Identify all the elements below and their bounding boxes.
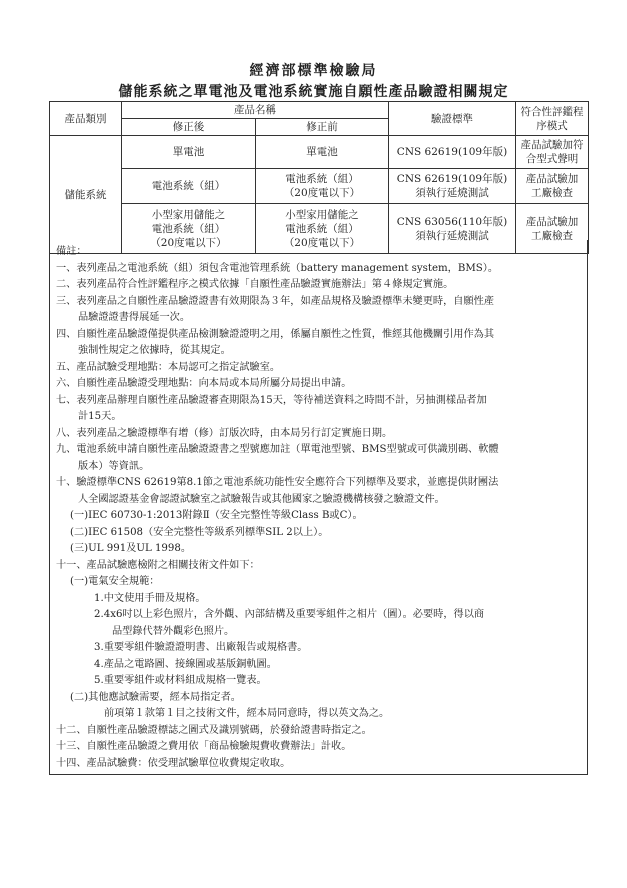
note-11-item-2: (二)其他應試驗需要，經本局指定者。 bbox=[70, 691, 241, 703]
row1-standard: CNS 62619(109年版) bbox=[389, 136, 516, 169]
header-product-name: 產品名稱 bbox=[122, 102, 389, 119]
note-7-cont: 計15天。 bbox=[78, 411, 122, 422]
note-11-sub-5: 5.重要零組件或材料組成規格一覽表。 bbox=[94, 675, 267, 686]
note-6: 六、自願性產品驗證受理地點：向本局或本局所屬分局提出申請。 bbox=[56, 378, 352, 389]
note-10-item-3: (三)UL 991及UL 1998。 bbox=[70, 543, 192, 554]
header-category: 產品類別 bbox=[50, 102, 122, 136]
note-10-item-2: (二)IEC 61508（安全完整性等級系列標準SIL 2以上）。 bbox=[70, 526, 329, 538]
note-11-sub-2: 2.4x6吋以上彩色照片，含外觀、內部結構及重要零組件之相片（圖）。必要時，得以商 bbox=[94, 609, 485, 620]
product-table bbox=[49, 101, 589, 254]
document-title: 儲能系統之單電池及電池系統實施自願性產品驗證相關規定 bbox=[118, 84, 509, 100]
header-scheme: 符合性評鑑程序模式 bbox=[516, 102, 589, 136]
row2-after: 電池系統（組） bbox=[122, 169, 256, 204]
note-12: 十二、自願性產品驗證標誌之圖式及識別號碼，於發給證書時指定之。 bbox=[56, 724, 372, 736]
note-4-cont: 強制性規定之依據時，從其規定。 bbox=[78, 345, 231, 356]
note-11-sub-4: 4.產品之電路圖、接線圖或基版銅軌圖。 bbox=[94, 658, 277, 670]
note-9: 九、電池系統申請自願性產品驗證證書之型號應加註（單電池型號、BMS型號或可供識別碼、軟體 bbox=[56, 444, 499, 455]
row3-before: 小型家用儲能之 電池系統（組） （20度電以下） bbox=[256, 204, 389, 254]
header-before: 修正前 bbox=[256, 119, 389, 136]
row2-before: 電池系統（組） （20度電以下） bbox=[256, 169, 389, 204]
note-2: 二、表列產品符合性評鑑程序之模式依據「自願性產品驗證實施辦法」第４條規定實施。 bbox=[56, 279, 454, 290]
note-11-sub-1: 1.中文使用手冊及規格。 bbox=[94, 592, 206, 604]
row2-scheme: 產品試驗加 工廠檢查 bbox=[516, 169, 589, 204]
row1-before: 單電池 bbox=[256, 136, 389, 169]
note-14: 十四、產品試驗費：依受理試驗單位收費規定收取。 bbox=[56, 757, 291, 769]
note-10: 十、驗證標準CNS 62619第8.1節之電池系統功能性安全應符合下列標準及要求，並應提供財團法 bbox=[56, 477, 499, 488]
agency-title: 經濟部標準檢驗局 bbox=[249, 63, 378, 79]
note-11-sub-3: 3.重要零組件驗證證明書、出廠報告或規格書。 bbox=[94, 642, 308, 653]
note-11-final: 前項第１款第１目之技術文件，經本局同意時，得以英文為之。 bbox=[104, 708, 390, 719]
row1-after: 單電池 bbox=[122, 136, 256, 169]
note-8: 八、表列產品之驗證標準有增（修）訂版次時，由本局另行訂定實施日期。 bbox=[56, 427, 393, 439]
header-standard: 驗證標準 bbox=[389, 102, 516, 136]
row3-scheme: 產品試驗加 工廠檢查 bbox=[516, 204, 589, 254]
note-4: 四、自願性產品驗證僅提供產品檢測驗證證明之用，係屬自願性之性質，惟經其他機關引用作為其 bbox=[56, 328, 495, 340]
row1-scheme: 產品試驗加符合型式聲明 bbox=[516, 136, 589, 169]
note-11-sub-2-cont: 品型錄代替外觀彩色照片。 bbox=[112, 625, 235, 637]
header-after: 修正後 bbox=[122, 119, 256, 136]
notes-section bbox=[49, 240, 588, 775]
row3-standard: CNS 63056(110年版) 須執行延燒測試 bbox=[389, 204, 516, 254]
note-1: 一、表列產品之電池系統（組）須包含電池管理系統（battery management system，BMS）。 bbox=[56, 262, 499, 274]
row2-standard: CNS 62619(109年版) 須執行延燒測試 bbox=[389, 169, 516, 204]
note-13: 十三、自願性產品驗證之費用依「商品檢驗規費收費辦法」計收。 bbox=[56, 741, 352, 752]
notes-heading: 備註： bbox=[56, 246, 87, 257]
note-7: 七、表列產品辦理自願性產品驗證審查期限為15天，等待補送資料之時間不計，另抽測樣品者加 bbox=[56, 394, 487, 406]
note-3-cont: 品驗證證書得展延一次。 bbox=[78, 312, 191, 323]
category-cell: 儲能系統 bbox=[50, 136, 122, 254]
note-11-item-1: (一)電氣安全規範： bbox=[70, 576, 160, 587]
note-3: 三、表列產品之自願性產品驗證證書有效期限為３年，如產品規格及驗證標準未變更時，自願性產 bbox=[56, 295, 495, 307]
note-10-item-1: (一)IEC 60730-1:2013附錄Ⅱ（安全完整性等級Class B或C）。 bbox=[70, 510, 363, 521]
note-11: 十一、產品試驗應檢附之相關技術文件如下： bbox=[56, 559, 260, 571]
note-5: 五、產品試驗受理地點：本局認可之指定試驗室。 bbox=[56, 361, 281, 373]
row3-after: 小型家用儲能之 電池系統（組） （20度電以下） bbox=[122, 204, 256, 254]
note-10-cont: 人全國認證基金會認證試驗室之試驗報告或其他國家之驗證機構核發之驗證文件。 bbox=[78, 493, 445, 505]
note-9-cont: 版本）等資訊。 bbox=[78, 460, 150, 472]
